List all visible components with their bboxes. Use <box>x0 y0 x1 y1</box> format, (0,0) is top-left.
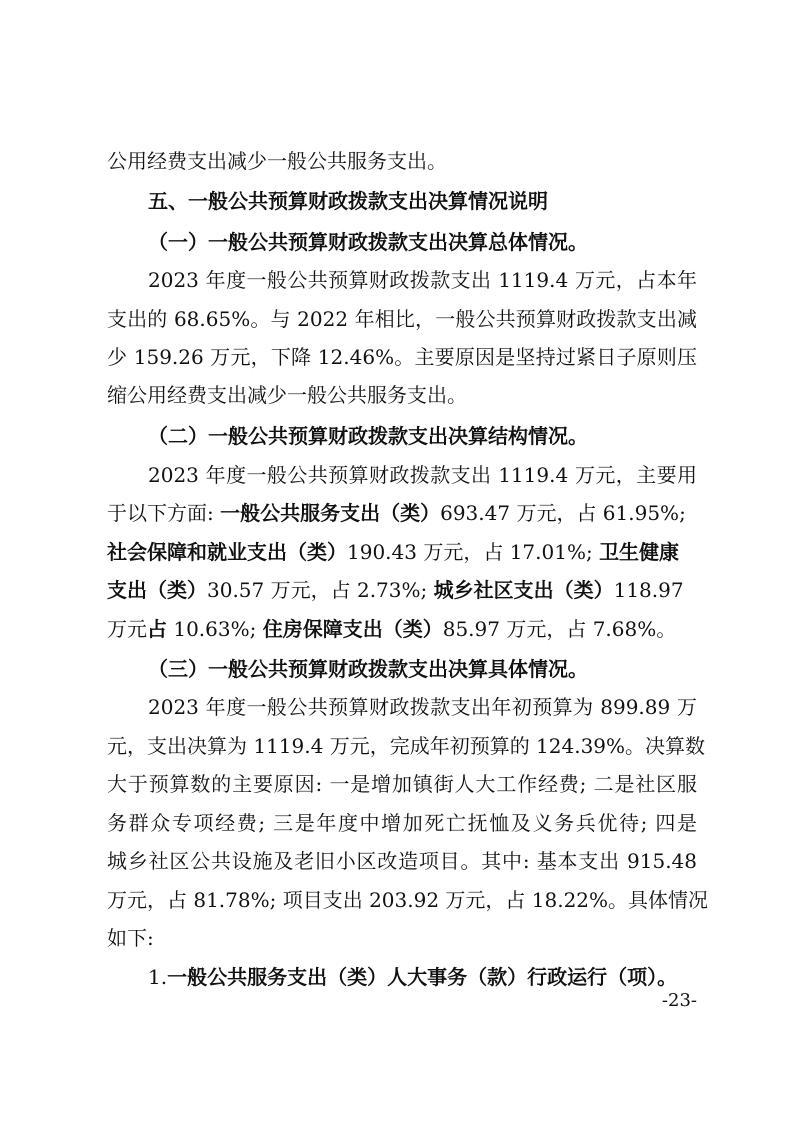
subsection-heading: （一）一般公共预算财政拨款支出决算总体情况。 <box>148 230 588 254</box>
list-number: 1. <box>148 965 168 989</box>
page-number: -23- <box>661 990 697 1011</box>
paragraph-line <box>107 537 697 567</box>
bold-term: 城乡社区支出（类） <box>433 578 614 602</box>
bold-term: 一般公共服务支出（类）人大事务（款）行政运行（项）。 <box>167 965 678 989</box>
subsection-heading: （三）一般公共预算财政拨款支出决算具体情况。 <box>148 657 588 681</box>
paragraph-line <box>107 614 697 644</box>
text-run: 30.57 万元，占 2.73%; <box>207 578 434 602</box>
paragraph-line: 大于预算数的主要原因: 一是增加镇街人大工作经费; 二是社区服 <box>107 772 697 796</box>
paragraph-line: 2023 年度一般公共预算财政拨款支出年初预算为 899.89 万 <box>148 695 697 719</box>
bold-term: 一般公共服务支出（类） <box>220 501 441 525</box>
bold-term: 支出（类） <box>107 578 207 602</box>
text-run: 10.63%; <box>167 617 263 641</box>
text-run: 万元 <box>107 617 147 641</box>
paragraph-line: 支出的 68.65%。与 2022 年相比，一般公共预算财政拨款支出减 <box>107 307 697 331</box>
subsection-heading: （二）一般公共预算财政拨款支出决算结构情况。 <box>148 424 588 448</box>
paragraph-line: 如下: <box>107 926 154 950</box>
text-run: 693.47 万元，占 61.95%; <box>440 501 686 525</box>
paragraph-line <box>107 498 697 528</box>
bold-term: 住房保障支出（类） <box>262 617 443 641</box>
paragraph-line: 万元，占 81.78%; 项目支出 203.92 万元，占 18.22%。具体情况 <box>107 888 709 912</box>
paragraph-line: 缩公用经费支出减少一般公共服务支出。 <box>107 383 467 407</box>
paragraph-line: 公用经费支出减少一般公共服务支出。 <box>107 149 447 173</box>
text-run: 于以下方面: <box>107 501 221 525</box>
paragraph-line: 务群众专项经费; 三是年度中增加死亡抚恤及义务兵优待; 四是 <box>107 811 697 835</box>
text-run: 190.43 万元，占 17.01%; <box>347 540 600 564</box>
bold-term: 占 <box>147 617 167 641</box>
list-item-heading <box>148 962 697 992</box>
paragraph-line: 2023 年度一般公共预算财政拨款支出 1119.4 万元，占本年 <box>148 268 697 292</box>
paragraph-line: 少 159.26 万元，下降 12.46%。主要原因是坚持过紧日子原则压 <box>107 345 697 369</box>
bold-term: 卫生健康 <box>599 540 680 564</box>
text-run: 85.97 万元，占 7.68%。 <box>442 617 677 641</box>
bold-term: 社会保障和就业支出（类） <box>107 540 347 564</box>
text-run: 118.97 <box>613 578 684 602</box>
paragraph-line <box>107 575 697 605</box>
paragraph-line: 城乡社区公共设施及老旧小区改造项目。其中: 基本支出 915.48 <box>107 849 697 873</box>
section-heading: 五、一般公共预算财政拨款支出决算情况说明 <box>148 189 548 213</box>
paragraph-line: 2023 年度一般公共预算财政拨款支出 1119.4 万元，主要用 <box>148 463 697 487</box>
paragraph-line: 元，支出决算为 1119.4 万元，完成年初预算的 124.39%。决算数 <box>107 734 706 758</box>
